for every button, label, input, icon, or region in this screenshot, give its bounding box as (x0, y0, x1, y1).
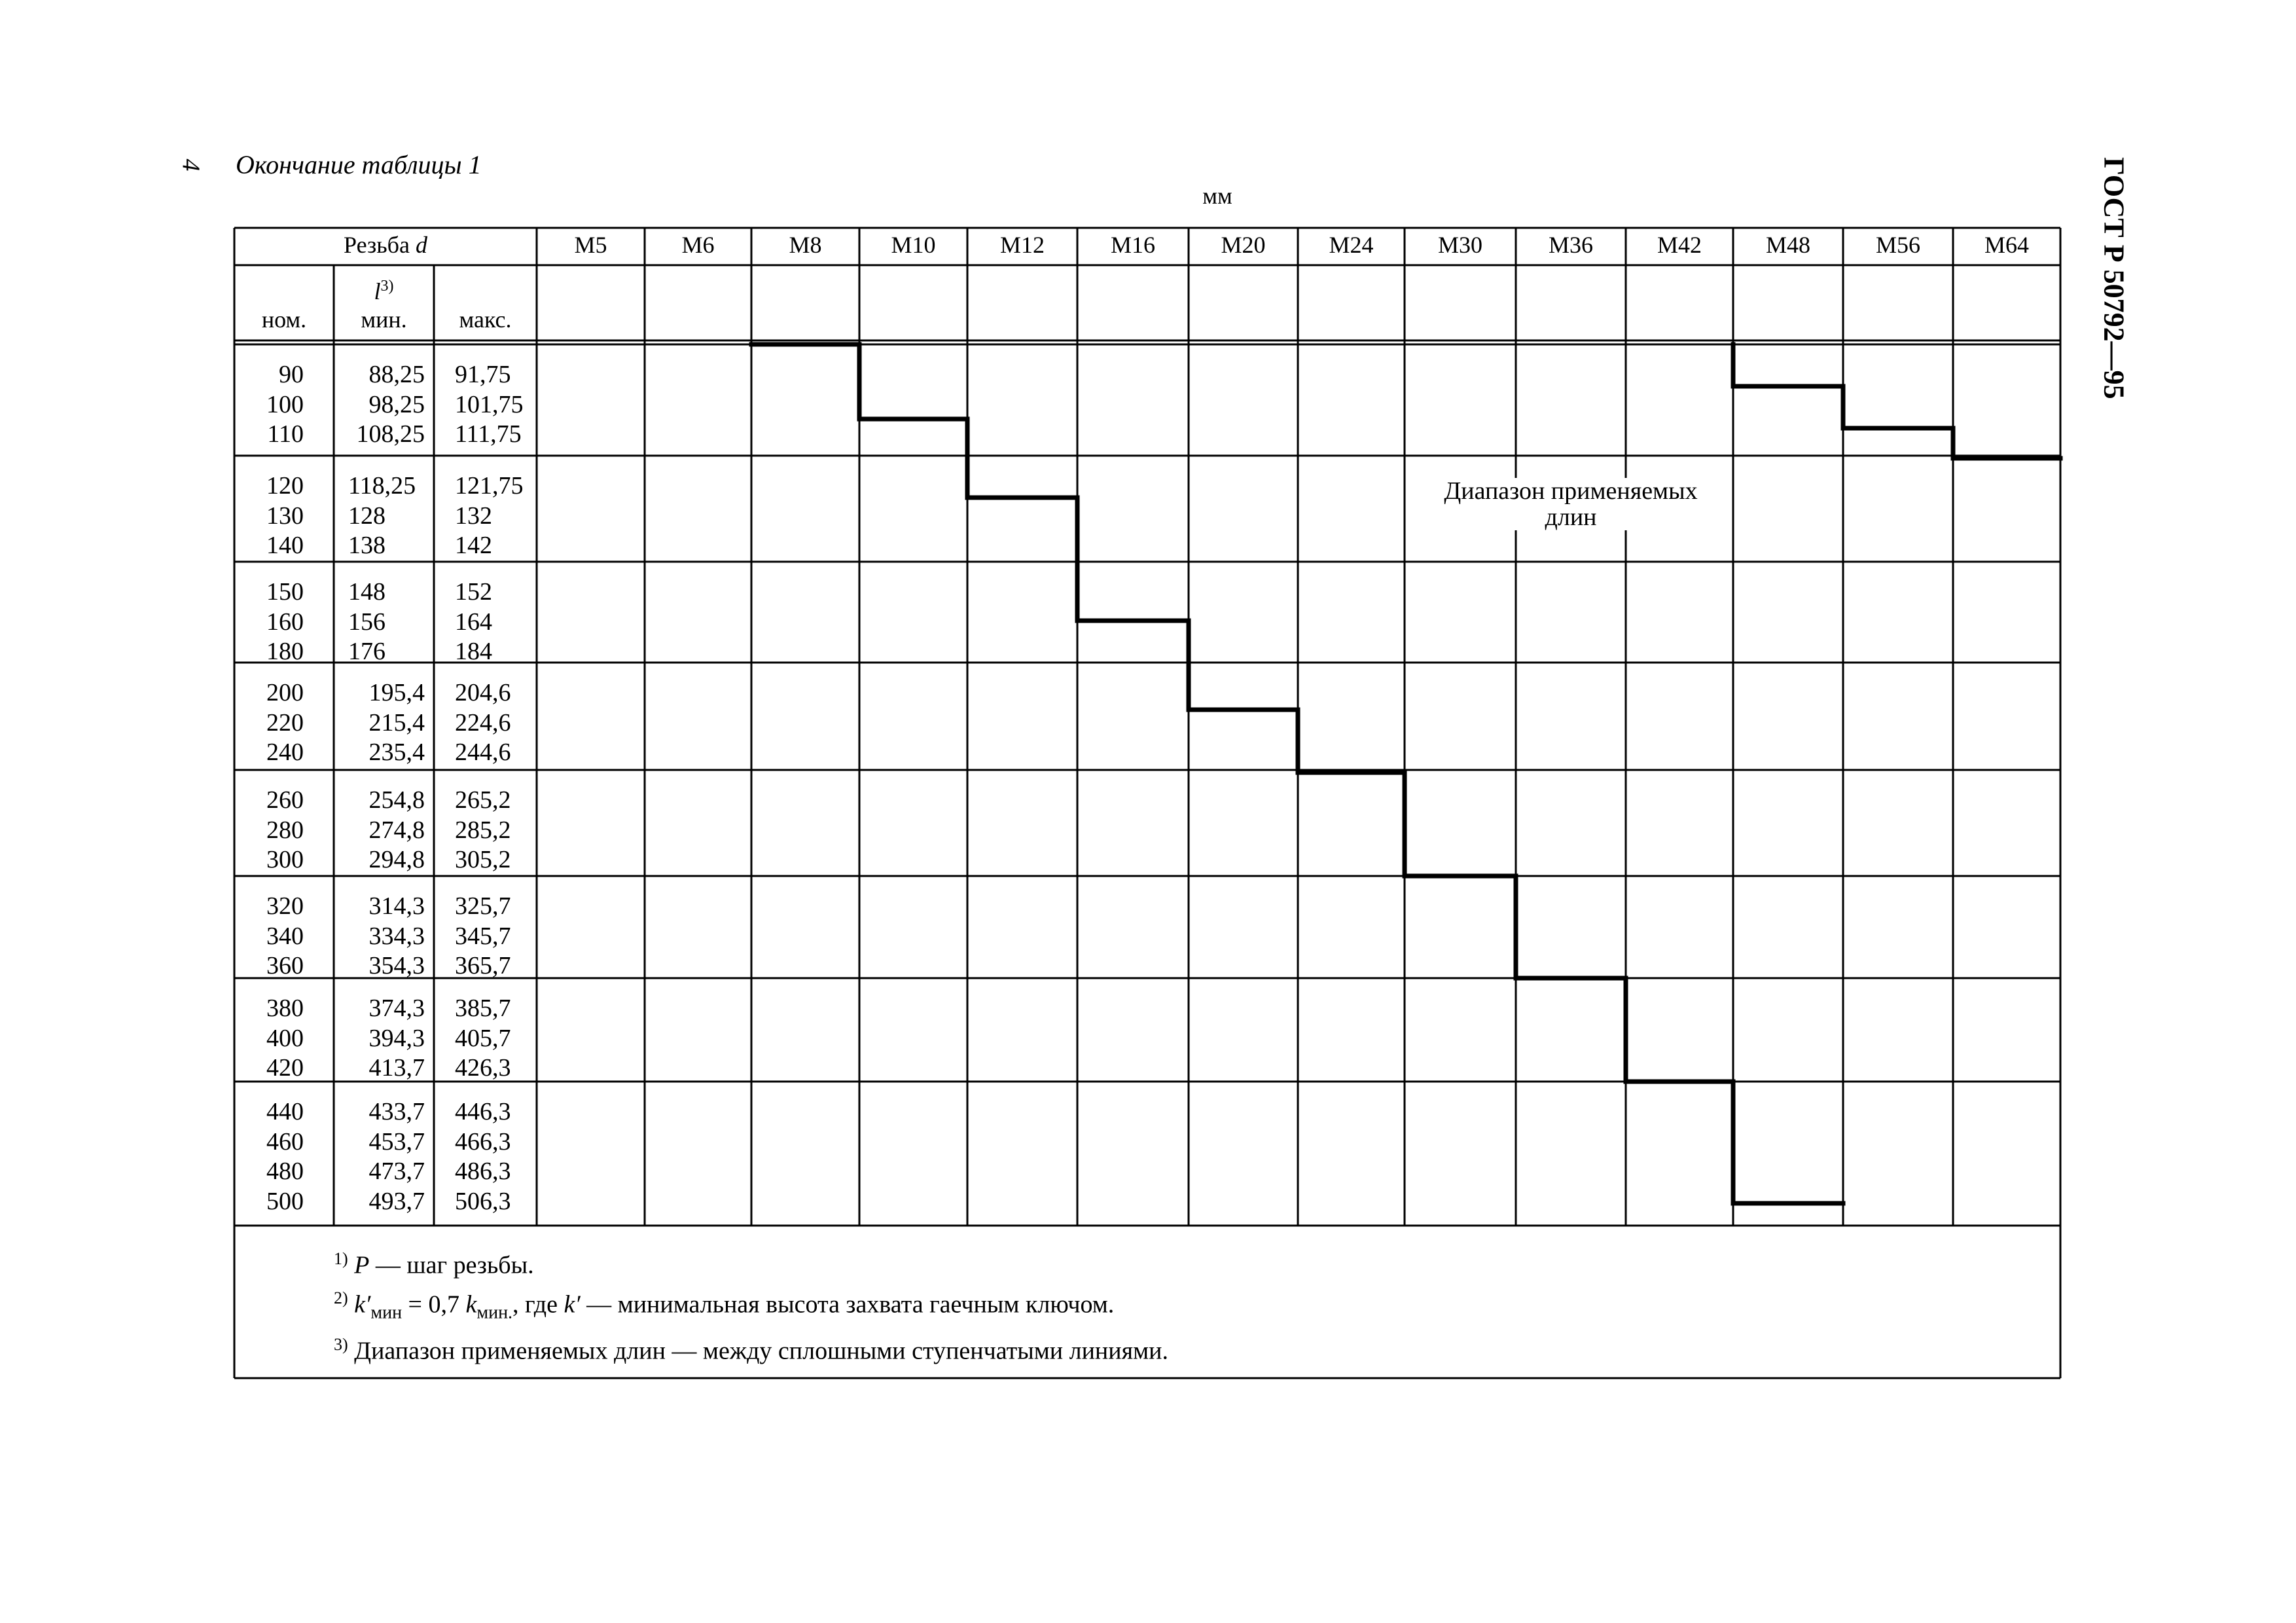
footnote-2-text: — минимальная высота захвата гаечным ключом. (580, 1290, 1115, 1319)
thread-header (234, 233, 537, 257)
nominal-length-cell: 260 280 300 (266, 786, 304, 873)
thread-header-text: Резьба (344, 232, 416, 258)
nominal-length-cell: 320 340 360 (266, 892, 304, 979)
range-label (1414, 478, 1728, 530)
thread-header-m24: M24 (1329, 232, 1374, 258)
footnote-2-prime: ′ (365, 1290, 371, 1319)
thread-header-m64: M64 (1984, 232, 2029, 258)
thread-header-m10: M10 (891, 232, 936, 258)
footnote-2-sub2: мин. (476, 1302, 513, 1322)
footnote-2-mark: 2) (334, 1288, 348, 1307)
footnote-1 (334, 1243, 2036, 1282)
min-length-cell: 433,7 453,7 473,7 493,7 (368, 1098, 425, 1215)
thread-header-m56: M56 (1875, 232, 1920, 258)
thread-header-symbol: d (415, 232, 427, 258)
footnote-2-k3: k′ (564, 1290, 581, 1319)
table-continuation-title: Окончание таблицы 1 (236, 150, 482, 179)
max-length-cell: 152 164 184 (455, 578, 492, 665)
footnote-2-sub1: мин (370, 1302, 403, 1322)
footnotes (334, 1243, 2036, 1368)
footnote-2-mid: , где (512, 1290, 564, 1319)
thread-header-m36: M36 (1548, 232, 1593, 258)
max-length-cell: 446,3 466,3 486,3 506,3 (455, 1098, 511, 1215)
thread-header-m8: M8 (789, 232, 822, 258)
min-length-cell: 148 156 176 (348, 578, 386, 665)
thread-header-m5: M5 (574, 232, 607, 258)
range-label-line1: Диапазон применяемых (1444, 477, 1698, 505)
max-length-cell: 91,75 101,75 111,75 (455, 361, 524, 448)
thread-header-m20: M20 (1221, 232, 1266, 258)
min-length-cell: 374,3 394,3 413,7 (368, 994, 425, 1082)
nominal-length-cell: 120 130 140 (266, 472, 304, 559)
max-length-cell: 121,75 132 142 (455, 472, 524, 559)
nominal-length-cell: 200 220 240 (266, 679, 304, 766)
thread-header-m42: M42 (1657, 232, 1702, 258)
range-label-line2: длин (1545, 503, 1597, 531)
min-length-cell: 88,25 98,25 108,25 (356, 361, 425, 448)
thread-header-m16: M16 (1110, 232, 1155, 258)
footnote-1-mark: 1) (334, 1249, 348, 1268)
footnote-3-text: Диапазон применяемых длин — между сплошными ступенчатыми линиями. (354, 1337, 1168, 1365)
thread-header-m12: M12 (999, 232, 1045, 258)
min-length-cell: 314,3 334,3 354,3 (368, 892, 425, 979)
footnote-1-text: — шаг резьбы. (369, 1251, 534, 1279)
max-length-cell: 265,2 285,2 305,2 (455, 786, 511, 873)
max-length-cell: 204,6 224,6 244,6 (455, 679, 511, 766)
nominal-length-cell: 440 460 480 500 (266, 1098, 304, 1215)
range-lower-boundary-line (1733, 344, 2060, 458)
footnote-2 (334, 1282, 2036, 1328)
footnote-1-variable: P (354, 1251, 370, 1279)
min-length-cell: 118,25 128 138 (348, 472, 416, 559)
footnote-2-eq: = 0,7 (402, 1290, 466, 1319)
length-footnote-mark: 3) (380, 278, 394, 295)
nominal-length-cell: 150 160 180 (266, 578, 304, 665)
length-symbol: l (374, 278, 381, 304)
thread-header-m48: M48 (1765, 232, 1810, 258)
min-length-cell: 195,4 215,4 235,4 (368, 679, 425, 766)
nominal-length-cell: 380 400 420 (266, 994, 304, 1082)
nominal-length-cell: 90 100 110 (266, 361, 304, 448)
units-label: мм (1202, 183, 1232, 209)
length-header (334, 278, 434, 303)
thread-header-m6: M6 (681, 232, 715, 258)
footnote-3 (334, 1328, 2036, 1368)
max-length-cell: 385,7 405,7 426,3 (455, 994, 511, 1082)
max-length-cell: 325,7 345,7 365,7 (455, 892, 511, 979)
length-subheader-1: мин. (361, 306, 407, 333)
standard-code: ГОСТ Р 50792—95 (2098, 157, 2130, 399)
footnote-2-k: k (354, 1290, 366, 1319)
footnote-3-mark: 3) (334, 1334, 348, 1354)
length-subheader-0: ном. (261, 306, 307, 333)
length-subheader-2: макс. (459, 306, 512, 333)
min-length-cell: 254,8 274,8 294,8 (368, 786, 425, 873)
footnote-2-k2: k (465, 1290, 477, 1319)
page-number: 4 (177, 158, 205, 172)
thread-header-m30: M30 (1437, 232, 1482, 258)
